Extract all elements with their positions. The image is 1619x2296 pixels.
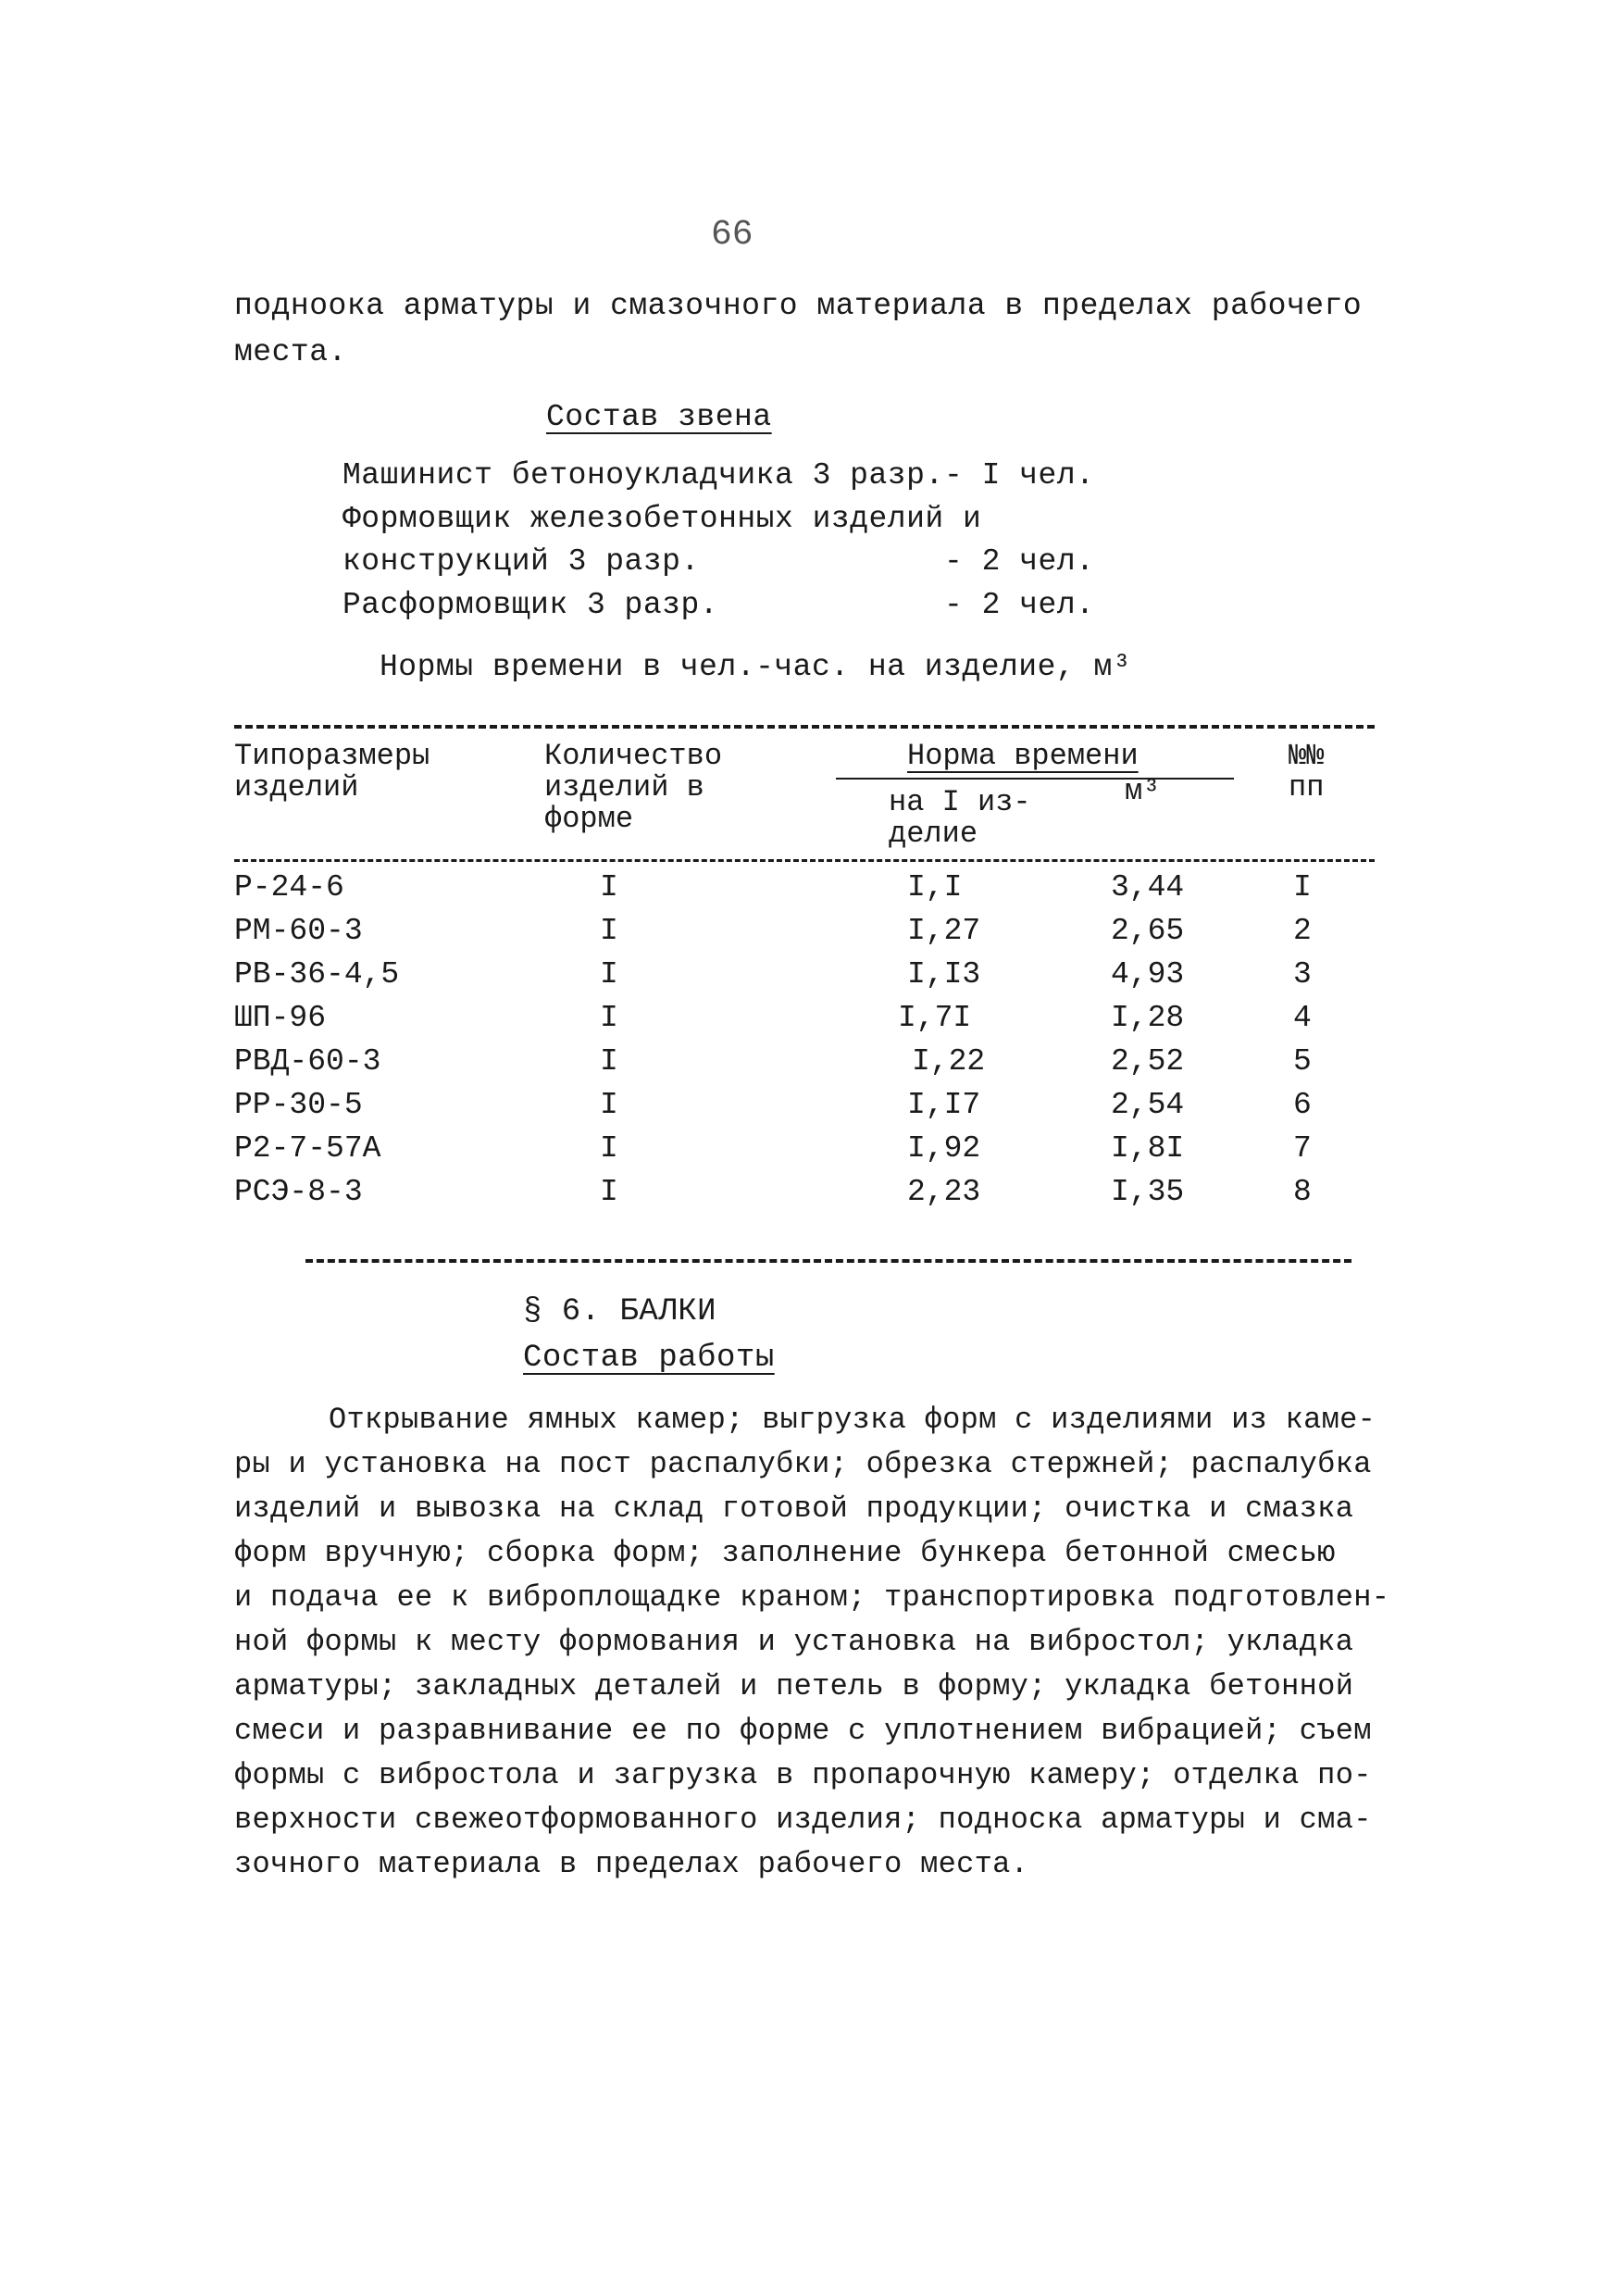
- row-name: РР-30-5: [234, 1088, 363, 1122]
- header-bottom-rule: [234, 859, 1375, 862]
- row-qty: I: [600, 1175, 618, 1209]
- row-name: РВ-36-4,5: [234, 957, 400, 992]
- row-num: 3: [1293, 957, 1312, 992]
- norms-caption: Нормы времени в чел.-час. на изделие, м³: [380, 650, 1132, 684]
- row-num: I: [1293, 870, 1312, 905]
- row-num: 7: [1293, 1131, 1312, 1166]
- row-qty: I: [600, 1044, 618, 1079]
- crew-member-4-count: - 2 чел.: [944, 588, 1095, 622]
- row-name: РМ-60-3: [234, 914, 363, 948]
- body-line: Открывание ямных камер; выгрузка форм с изделиями из каме-: [329, 1403, 1376, 1437]
- header-group-norm: Норма времени: [907, 739, 1139, 773]
- row-per-item: I,7I: [898, 1001, 972, 1035]
- row-qty: I: [600, 957, 618, 992]
- crew-member-1: Машинист бетоноукладчика 3 разр.: [342, 458, 944, 493]
- body-line: смеси и разравнивание ее по форме с уплотнением вибрацией; съем: [234, 1714, 1372, 1748]
- row-per-m3: 2,54: [1111, 1088, 1185, 1122]
- body-line: верхности свежеотформованного изделия; подноска арматуры и сма-: [234, 1803, 1372, 1837]
- row-per-item: I,27: [907, 914, 981, 948]
- body-line: ры и установка на пост распалубки; обрезка стержней; распалубка: [234, 1447, 1372, 1481]
- page-number: 66: [711, 215, 753, 255]
- section-heading: § 6. БАЛКИ: [523, 1294, 717, 1329]
- body-line: формы с вибростола и загрузка в пропарочную камеру; отделка по-: [234, 1758, 1372, 1792]
- crew-member-3-count: - 2 чел.: [944, 544, 1095, 579]
- crew-member-3: конструкций 3 разр.: [342, 544, 700, 579]
- row-per-m3: I,28: [1111, 1001, 1185, 1035]
- row-name: Р2-7-57А: [234, 1131, 381, 1166]
- row-name: ШП-96: [234, 1001, 327, 1035]
- row-name: Р-24-6: [234, 870, 344, 905]
- row-per-m3: 3,44: [1111, 870, 1185, 905]
- row-per-item: I,I7: [907, 1088, 981, 1122]
- row-per-m3: 2,52: [1111, 1044, 1185, 1079]
- table-top-rule: [234, 725, 1375, 729]
- body-line: ной формы к месту формования и установка на вибростол; укладка: [234, 1625, 1354, 1659]
- crew-title: Состав звена: [546, 400, 772, 434]
- header-col-name: Типоразмеры изделий: [234, 739, 430, 805]
- body-line: изделий и вывозка на склад готовой продукции; очистка и смазка: [234, 1491, 1354, 1526]
- row-qty: I: [600, 1131, 618, 1166]
- body-line: арматуры; закладных деталей и петель в форму; укладка бетонной: [234, 1669, 1354, 1703]
- body-line: форм вручную; сборка форм; заполнение бункера бетонной смесью: [234, 1536, 1336, 1570]
- row-qty: I: [600, 914, 618, 948]
- row-num: 8: [1293, 1175, 1312, 1209]
- row-num: 4: [1293, 1001, 1312, 1035]
- header-col-qty: Количество изделий в форме: [544, 739, 723, 836]
- row-per-m3: I,35: [1111, 1175, 1185, 1209]
- row-per-item: I,22: [912, 1044, 986, 1079]
- body-line: и подача ее к виброплощадке краном; транспортировка подготовлен-: [234, 1580, 1390, 1615]
- row-name: РСЭ-8-3: [234, 1175, 363, 1209]
- row-per-item: 2,23: [907, 1175, 981, 1209]
- row-qty: I: [600, 1088, 618, 1122]
- row-num: 5: [1293, 1044, 1312, 1079]
- intro-line-1: подноока арматуры и смазочного материала в пределах рабочего: [234, 289, 1363, 323]
- row-per-m3: I,8I: [1111, 1131, 1185, 1166]
- row-per-m3: 2,65: [1111, 914, 1185, 948]
- crew-member-1-count: - I чел.: [944, 458, 1095, 493]
- crew-member-2: Формовщик железобетонных изделий и: [342, 502, 982, 536]
- row-name: РВД-60-3: [234, 1044, 381, 1079]
- row-per-item: I,I3: [907, 957, 981, 992]
- body-line: зочного материала в пределах рабочего места.: [234, 1847, 1029, 1881]
- row-num: 6: [1293, 1088, 1312, 1122]
- header-col-num: №№ пп: [1289, 739, 1325, 805]
- header-group-rule: [836, 778, 1234, 780]
- intro-line-2: места.: [234, 335, 347, 369]
- row-per-m3: 4,93: [1111, 957, 1185, 992]
- row-qty: I: [600, 1001, 618, 1035]
- header-col-per-m3: м³: [1125, 774, 1161, 808]
- section-subheading: Состав работы: [523, 1341, 775, 1376]
- row-qty: I: [600, 870, 618, 905]
- crew-member-4: Расформовщик 3 разр.: [342, 588, 719, 622]
- row-per-item: I,92: [907, 1131, 981, 1166]
- row-num: 2: [1293, 914, 1312, 948]
- table-bottom-rule: [305, 1259, 1351, 1263]
- row-per-item: I,I: [907, 870, 963, 905]
- header-col-per-item: на I из- делие: [889, 785, 1031, 851]
